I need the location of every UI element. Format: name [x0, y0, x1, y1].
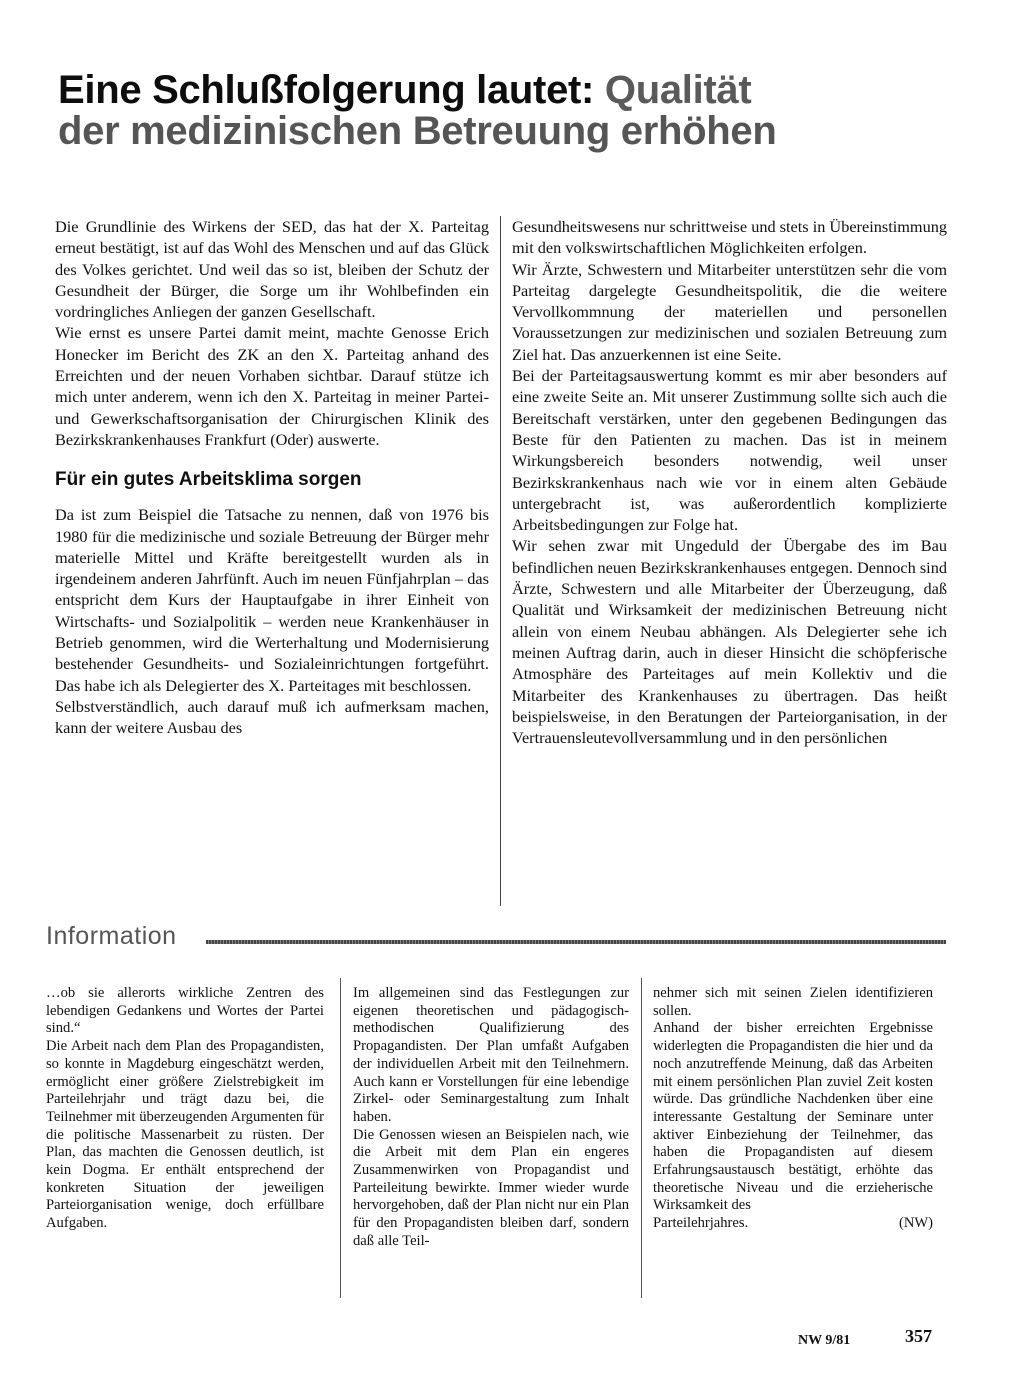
article-paragraph: Die Grundlinie des Wirkens der SED, das hat der X. Parteitag erneut bestätigt, ist auf das Wohl des Menschen und auf das Glück des Volkes gerichtet. Und weil das so ist, bleiben der Schutz der Gesundheit der Bürger, die Sorge um ihr Wohlbefinden ein vordringliches Anliegen der ganzen Gesellschaft. [55, 217, 489, 322]
information-column-3 [653, 985, 933, 1233]
issue-label: NW 9/81 [798, 1333, 851, 1348]
information-paragraph: …ob sie allerorts wirkliche Zentren des lebendigen Gedankens und Wortes der Partei sind.“ [46, 985, 324, 1037]
headline-dark-text: Eine Schlußfolgerung lautet: [58, 68, 605, 112]
information-column-2 [353, 985, 629, 1251]
article-column-2 [512, 216, 947, 748]
article-paragraph: Wir Ärzte, Schwestern und Mitarbeiter unterstützen sehr die vom Parteitag dargelegte Gesundheitspolitik, die die weitere Vervollkommnung der materiellen und personellen Voraussetzungen zur medizinischen und sozialen Betreuung zum Ziel hat. Das anzuerkennen ist eine Seite. [512, 259, 947, 364]
information-column-1 [46, 985, 324, 1233]
information-paragraph: Im allgemeinen sind das Festlegungen zur eigenen theoretischen und pädagogisch-methodischen Qualifizierung des Propagandisten. Der Plan umfaßt Aufgaben der individuellen Arbeit mit den Teilnehmern. Auch kann er Vorstellungen für eine lebendige Zirkel- oder Seminargestaltung zum Inhalt haben. [353, 985, 629, 1125]
information-closing-line [653, 1215, 933, 1233]
information-last-line: Parteilehrjahres. [653, 1215, 749, 1232]
information-header [46, 922, 946, 954]
information-paragraph: Die Arbeit nach dem Plan des Propagandisten, so konnte in Magdeburg eingeschätzt werden, ermöglicht einer größere Zielstrebigkeit im Parteilehrjahr und trägt dazu bei, die Teilnehmer mit überzeugenden Argumenten für die politische Massenarbeit zu rüsten. Der Plan, das machten die Genossen deutlich, ist kein Dogma. Er enthält entsprechend der konkreten Situation der jeweiligen Parteiorganisation wenige, doch erfüllbare Aufgaben. [46, 1038, 324, 1232]
article-paragraph: Bei der Parteitagsauswertung kommt es mir aber besonders auf eine zweite Seite an. Mit unserer Zustimmung sollte sich auch die Bereitschaft verstärken, unter den gegebenen Bedingungen das Beste für den Patienten zu machen. Das ist in meinem Wirkungsbereich besonders notwendig, weil unser Bezirkskrankenhaus nach wie vor in einem alten Gebäude untergebracht ist, was außerordentlich komplizierte Arbeitsbedingungen zur Folge hat. [512, 366, 947, 535]
headline-line-2: der medizinischen Betreuung erhöhen [58, 108, 777, 153]
article-paragraph: Wir sehen zwar mit Ungeduld der Übergabe des im Bau befindlichen neuen Bezirkskrankenhauses entgegen. Dennoch sind Ärzte, Schwestern und alle Mitarbeiter der Überzeugung, daß Qualität und Wirksamkeit der medizinischen Betreuung nicht allein von einem Neubau abhängen. Als Delegierter sehe ich meinen Auftrag darin, auch in dieser Hinsicht die schöpferische Atmosphäre des Parteitages auf mein Kollektiv und die Mitarbeiter des Krankenhauses zu übertragen. Das heißt beispielsweise, in den Beratungen der Parteiorganisation, in der Vertrauensleutevollversammlung und in den persönlichen [512, 536, 947, 748]
information-paragraph: Anhand der bisher erreichten Ergebnisse widerlegten die Propagandisten die hier und da noch anzutreffende Meinung, daß das Arbeiten mit einem persönlichen Plan zuviel Zeit kosten würde. Das gründliche Nachdenken über eine interessante Gestaltung der Seminare unter aktiver Einbeziehung der Teilnehmer, das haben die Propagandisten auf diesem Erfahrungsaustausch bestätigt, erhöhte das theoretische Niveau und die erzieherische Wirksamkeit des [653, 1020, 933, 1214]
article-paragraph: Selbstverständlich, auch darauf muß ich aufmerksam machen, kann der weitere Ausbau des [55, 696, 489, 738]
article-subheading: Für ein gutes Arbeitsklima sorgen [55, 469, 362, 491]
article-paragraph: Gesundheitswesens nur schrittweise und stets in Übereinstimmung mit den volkswirtschaftlichen Möglichkeiten erfolgen. [512, 217, 948, 258]
information-title: Information [46, 922, 177, 950]
information-paragraph: Die Genossen wiesen an Beispielen nach, wie die Arbeit mit dem Plan ein engeres Zusammenwirken von Propagandist und Parteileitung bewirkte. Immer wieder wurde hervorgehoben, daß der Plan nicht nur ein Plan für den Propagandisten bleiben darf, sondern daß alle Teil- [353, 1126, 629, 1249]
information-divider [641, 978, 642, 1298]
article-paragraph: Wie ernst es unsere Partei damit meint, machte Genosse Erich Honecker im Bericht des ZK an den X. Parteitag anhand des Erreichten und der neuen Vorhaben sichtbar. Darauf stütze ich mich unter anderem, wenn ich den X. Parteitag in meiner Partei- und Gewerkschaftsorganisation der Chirurgischen Klinik des Bezirkskrankenhauses Frankfurt (Oder) auswerte. [55, 323, 489, 449]
article-column-1 [55, 216, 489, 739]
information-divider [340, 978, 341, 1298]
page-number: 357 [905, 1326, 932, 1346]
information-rule [206, 940, 946, 944]
information-paragraph: nehmer sich mit seinen Zielen identifizieren sollen. [653, 985, 933, 1019]
column-divider [500, 216, 501, 906]
headline-line-1 [58, 70, 978, 111]
headline-grey-text: Qualität [604, 68, 752, 112]
headline [58, 70, 978, 152]
source-tag: (NW) [898, 1215, 933, 1232]
article-paragraph: Da ist zum Beispiel die Tatsache zu nennen, daß von 1976 bis 1980 für die medizinische und soziale Betreuung der Bürger mehr materielle Mittel und Kräfte bereitgestellt wurden als in irgendeinem anderen Jahrfünft. Auch im neuen Fünfjahrplan – das entspricht dem Kurs der Hauptaufgabe in ihrer Einheit von Wirtschafts- und Sozialpolitik – werden neue Krankenhäuser in Betrieb genommen, wird die Werterhaltung und Modernisierung bestehender Gesundheits- und Sozialeinrichtungen fortgeführt. Das habe ich als Delegierter des X. Parteitages mit beschlossen. [55, 505, 489, 695]
